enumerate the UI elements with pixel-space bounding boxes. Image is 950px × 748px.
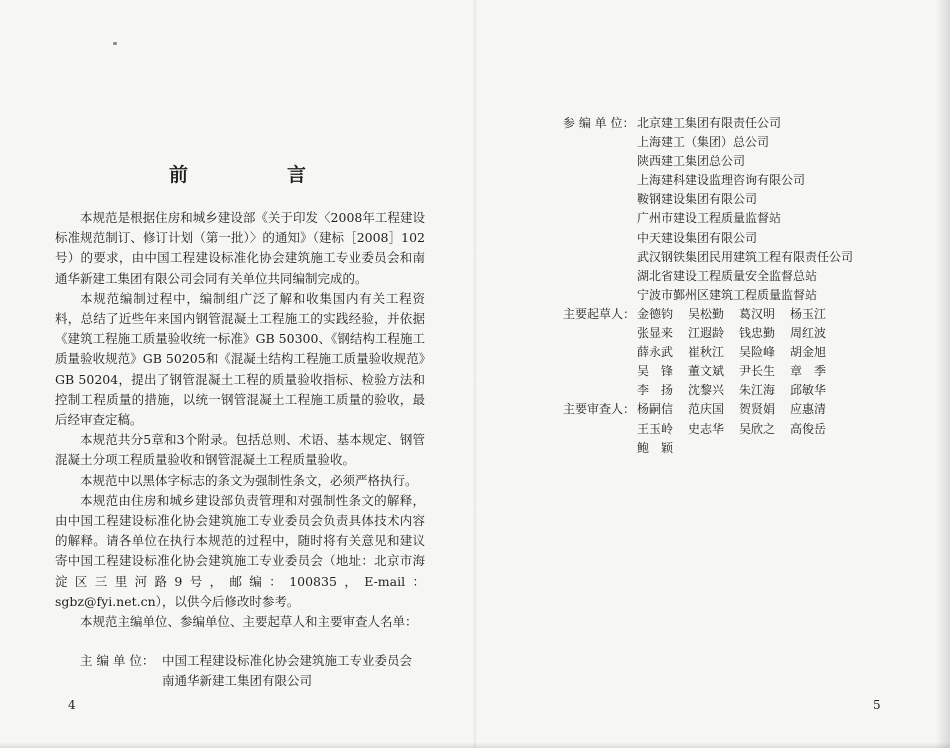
chief-editor-name: 中国工程建设标准化协会建筑施工专业委员会: [162, 653, 413, 668]
chief-editor-name: 南通华新建工集团有限公司: [162, 673, 313, 688]
paragraph-1: 本规范是根据住房和城乡建设部《关于印发〈2008年工程建设标准规范制订、修订计划（第一批）〉的通知》（建标［2008］102号）的要求，由中国工程建设标准化协会建筑施工专业委员会和南通华新建工集团有限公司会同有关单位共同编制完成的。: [55, 210, 425, 286]
page-number: 5: [873, 698, 881, 712]
paragraph-6: 本规范主编单位、参编单位、主要起草人和主要审查人名单：: [80, 614, 418, 630]
participants-label: 参 编 单 位：: [563, 116, 635, 130]
drafter-name: 胡金旭: [790, 345, 827, 360]
paragraph-4: 本规范中以黑体字标志的条文为强制性条文，必须严格执行。: [80, 472, 418, 488]
reviewer-name: 贺贤娟: [739, 402, 776, 417]
drafter-name: 吴险峰: [739, 345, 776, 360]
chief-editors-label: 主 编 单 位：: [80, 653, 155, 668]
participant-item: 湖北省建设工程质量安全监督总站: [637, 268, 818, 283]
drafter-name: 沈黎兴: [688, 383, 725, 398]
page-number: 4: [68, 698, 76, 712]
reviewers-grid: [637, 400, 841, 457]
page-speck: [113, 42, 117, 45]
reviewer-name: 高俊岳: [790, 421, 827, 436]
reviewer-name: 王玉岭: [637, 421, 674, 436]
drafter-name: 钱忠勤: [739, 326, 776, 341]
drafter-name: 朱江海: [739, 383, 776, 398]
participant-item: 武汉钢铁集团民用建筑工程有限责任公司: [637, 249, 854, 264]
chief-editor-row: [80, 671, 412, 691]
right-page: [475, 0, 950, 748]
drafter-name: 吴松勤: [688, 306, 725, 321]
page-bottom-shadow: [0, 742, 950, 748]
reviewer-name: 鲍 颖: [637, 440, 674, 455]
chief-editors: [80, 651, 412, 691]
chief-editor-row: [80, 651, 412, 671]
drafter-name: 崔秋江: [688, 345, 725, 360]
drafter-name: 董文斌: [688, 364, 725, 379]
drafter-name: 章 季: [790, 364, 827, 379]
page-title: 前 言: [168, 164, 346, 186]
preface-body: [55, 208, 425, 632]
contributors-list: [563, 114, 853, 458]
drafter-name: 杨玉江: [790, 306, 827, 321]
paragraph-3: 本规范共分5章和3个附录。包括总则、术语、基本规定、钢管混凝土分项工程质量验收和钢管混凝土工程质量验收。: [55, 432, 425, 468]
reviewer-name: 范庆国: [688, 402, 725, 417]
drafter-name: 金德钧: [637, 306, 674, 321]
reviewer-name: 应惠清: [790, 402, 827, 417]
drafter-name: 张显来: [637, 326, 674, 341]
reviewer-name: 吴欣之: [739, 421, 776, 436]
participant-item: 陕西建工集团总公司: [637, 154, 746, 169]
drafter-name: 江遐龄: [688, 326, 725, 341]
drafter-name: 葛汉明: [739, 306, 776, 321]
participant-item: 中天建设集团有限公司: [637, 230, 758, 245]
participant-item: 上海建科建设监理咨询有限公司: [637, 173, 806, 188]
paragraph-5: 本规范由住房和城乡建设部负责管理和对强制性条文的解释，由中国工程建设标准化协会建筑施工专业委员会负责具体技术内容的解释。请各单位在执行本规范的过程中，随时将有关意见和建议寄中国工程建设标准化协会建筑施工专业委员会（地址：北京市海淀区三里河路9号，邮编：100835，E-mail：sgbz@fyi.net.cn），以供今后修改时参考。: [55, 492, 425, 609]
reviewer-name: 史志华: [688, 421, 725, 436]
drafter-name: 吴 锋: [637, 364, 674, 379]
paragraph-2: 本规范编制过程中，编制组广泛了解和收集国内有关工程资料，总结了近些年来国内钢管混凝土工程施工的实践经验，并依据《建筑工程施工质量验收统一标准》GB 50300、《钢结构工程施工质量验收规范》GB 50205和《混凝土结构工程施工质量验收规范》GB 50204，提出了钢管混凝土工程的质量验收指标、检验方法和控制工程质量的措施，以统一钢管混凝土工程施工质量的验收，最后经审查定稿。: [55, 290, 425, 428]
drafters-label: 主要起草人：: [563, 306, 636, 321]
reviewer-name: 杨嗣信: [637, 402, 674, 417]
drafters-grid: [637, 305, 841, 400]
drafter-name: 李 扬: [637, 383, 674, 398]
drafter-name: 邱敏华: [790, 383, 827, 398]
participant-item: 广州市建设工程质量监督站: [637, 211, 782, 226]
participant-item: 宁波市鄞州区建筑工程质量监督站: [637, 287, 818, 302]
participant-item: 北京建工集团有限责任公司: [637, 116, 782, 130]
participant-item: 上海建工（集团）总公司: [637, 135, 770, 150]
reviewers-label: 主要审查人：: [563, 402, 636, 417]
page-edge-shadow: [936, 0, 950, 748]
drafter-name: 周红波: [790, 326, 827, 341]
drafter-name: 薛永武: [637, 345, 674, 360]
drafter-name: 尹长生: [739, 364, 776, 379]
participant-item: 鞍钢建设集团有限公司: [637, 192, 758, 207]
